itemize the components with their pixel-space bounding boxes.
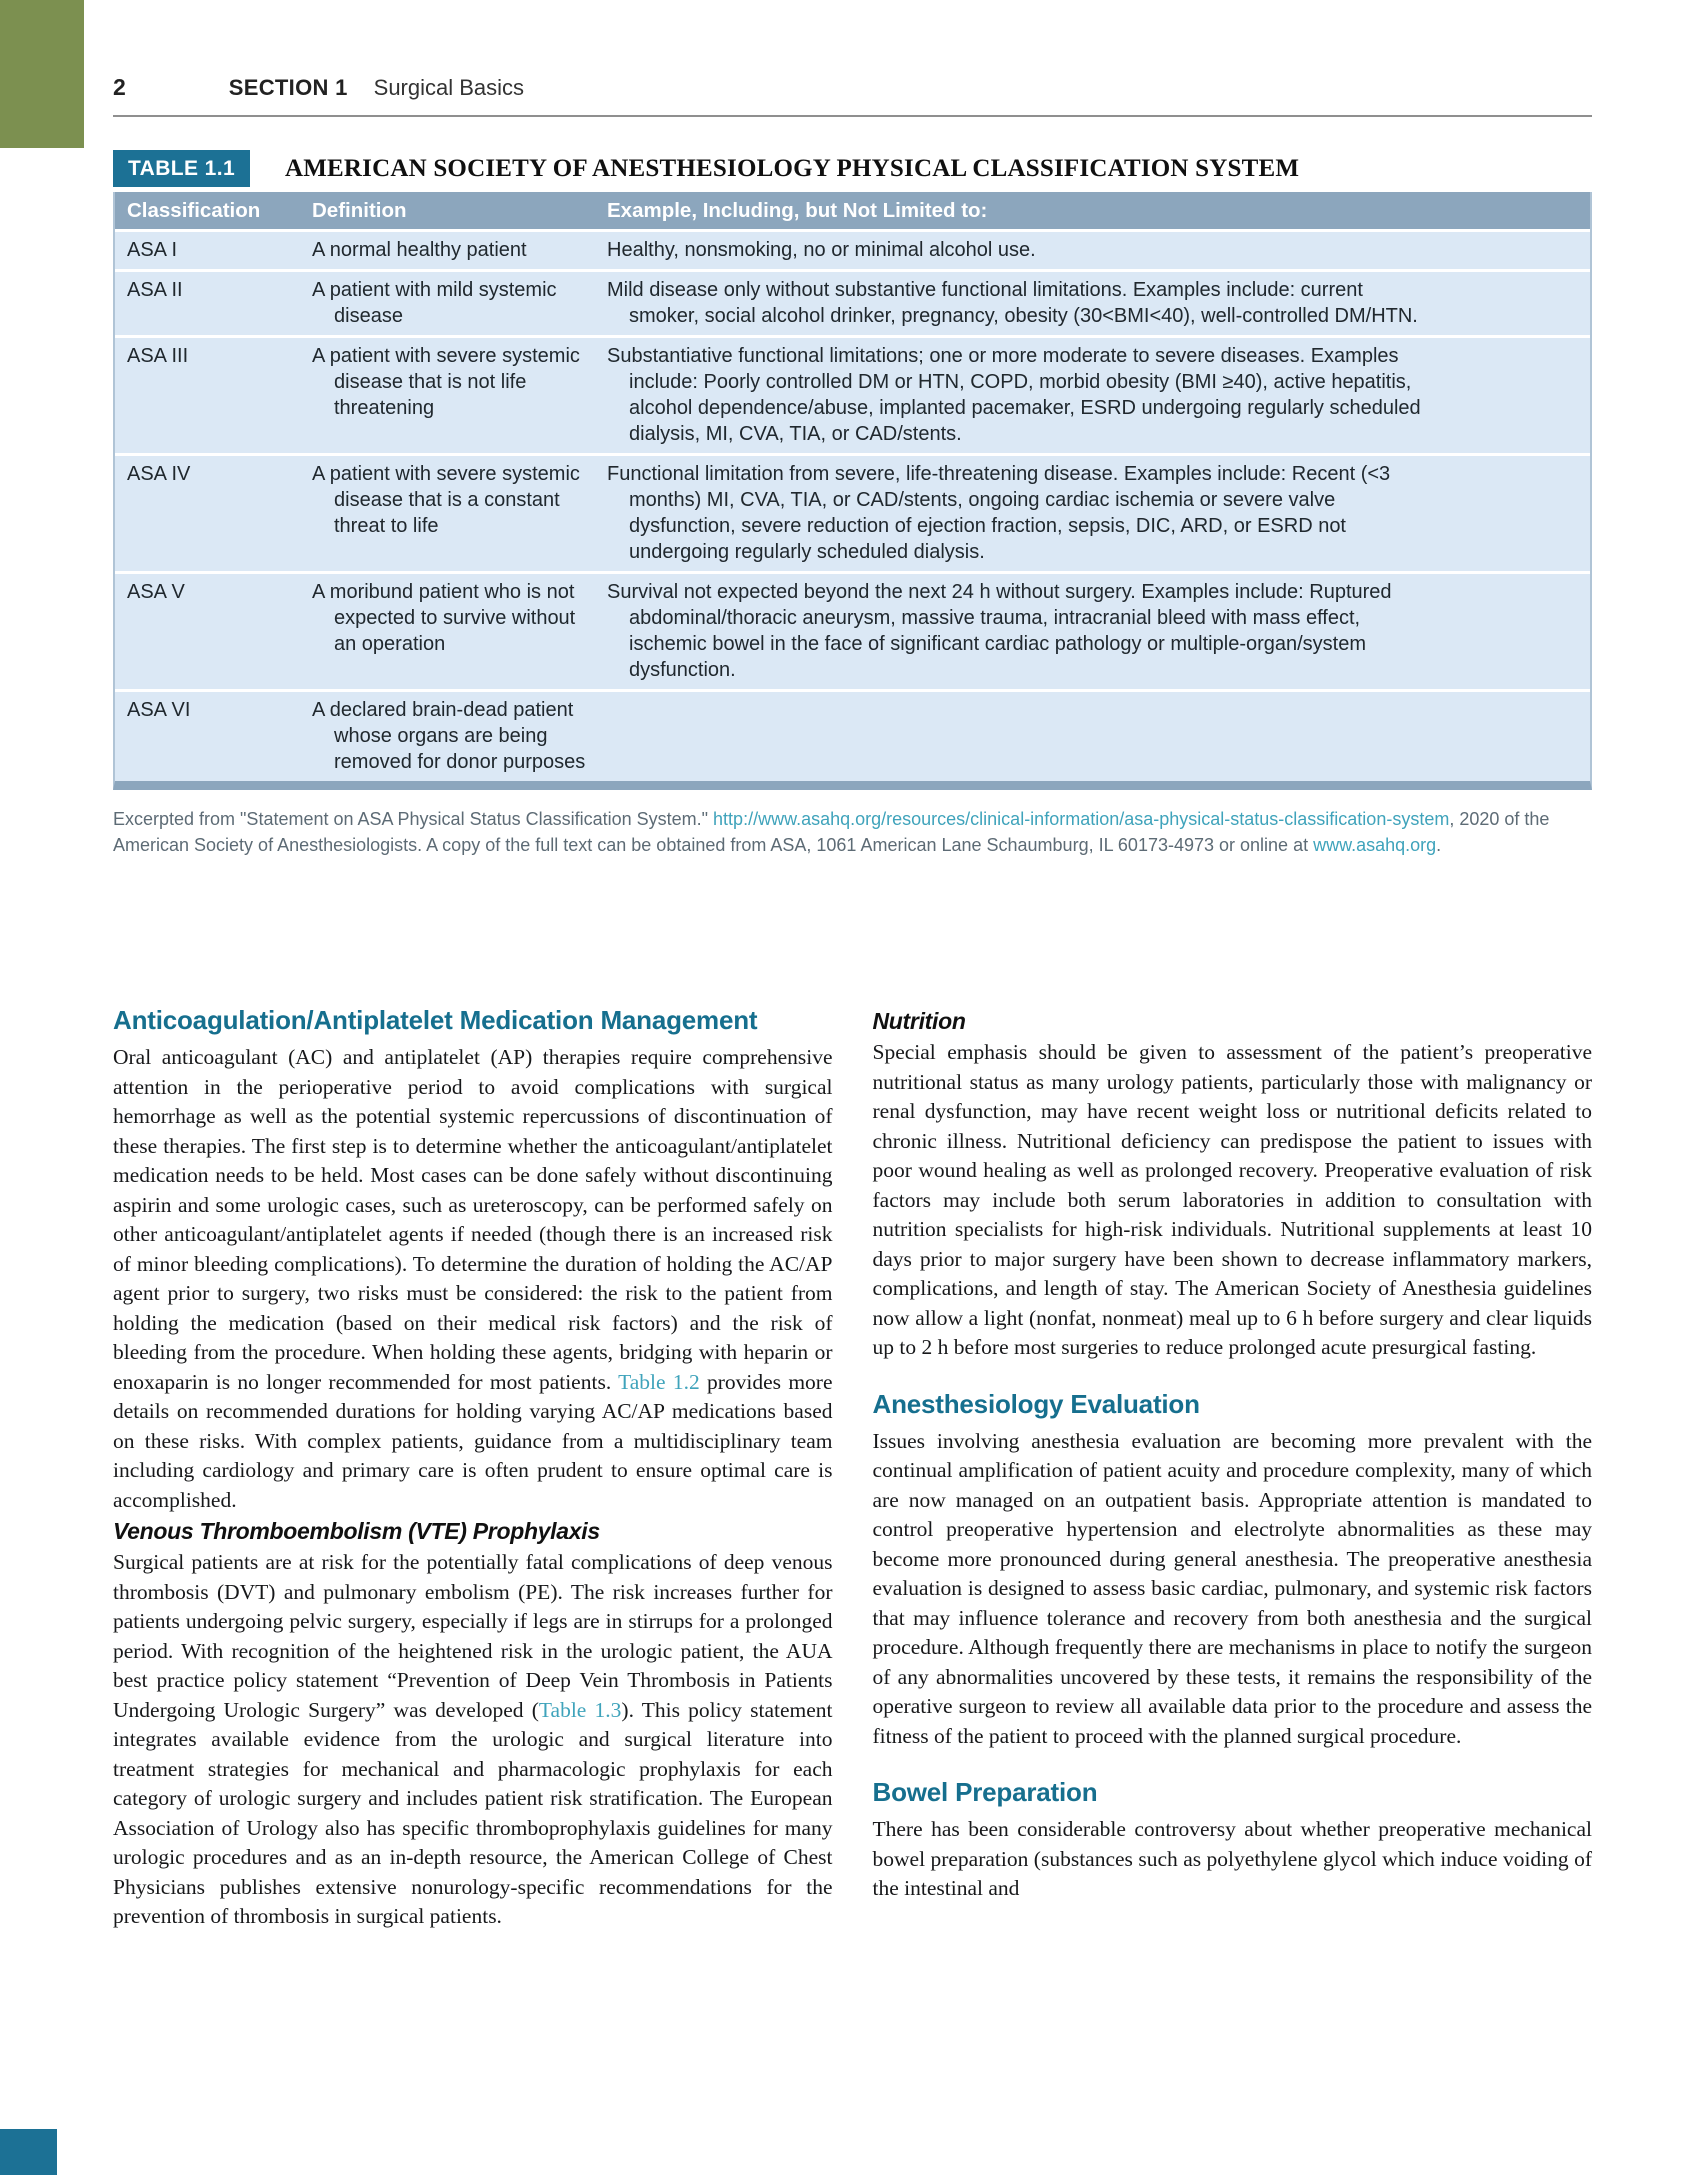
table-label: TABLE 1.1: [113, 150, 250, 187]
running-header: [113, 74, 1592, 117]
cell-definition: A patient with severe systemic disease that is not life threatening: [312, 345, 580, 419]
link-table-1-3[interactable]: Table 1.3: [538, 1697, 622, 1722]
cell-classification: ASA II: [127, 279, 183, 301]
link-table-1-2[interactable]: Table 1.2: [618, 1369, 700, 1394]
heading-bowel-preparation: Bowel Preparation: [872, 1777, 1098, 1807]
column-header-classification: Classification: [127, 199, 261, 222]
heading-anticoagulation: Anticoagulation/Antiplatelet Medication Management: [113, 1005, 758, 1035]
table-row-asa-2: [115, 272, 1590, 335]
caption-asahq-link[interactable]: www.asahq.org: [1313, 834, 1437, 855]
subheading-nutrition: Nutrition: [872, 1008, 966, 1034]
cell-definition: A normal healthy patient: [312, 239, 527, 261]
paragraph-text: ). This policy statement integrates available evidence from the urologic and surgical literature into treatment strategies for mechanical and pharmacologic prophylaxis for each category of urologic surgery and includes patient risk stratification. The European Association of Urology also has specific thromboprophylaxis guidelines for many urologic procedures and as an in-depth resource, the American College of Chest Physicians publishes extensive nonurology-specific recommendations for the prevention of thrombosis in surgical patients.: [113, 1697, 833, 1928]
cell-definition: A declared brain-dead patient whose organs are being removed for donor purposes: [312, 699, 586, 773]
cell-definition: A moribund patient who is not expected to survive without an operation: [312, 581, 576, 655]
section-title: Surgical Basics: [373, 75, 525, 100]
table-row-asa-3: [115, 338, 1590, 453]
paragraph-bowel-preparation: There has been considerable controversy about whether preoperative mechanical bowel preparation (substances such as polyethylene glycol which induce voiding of the intestinal and: [872, 1817, 1592, 1900]
heading-anesthesiology-evaluation: Anesthesiology Evaluation: [872, 1388, 1200, 1419]
body-text-columns: [113, 1005, 1592, 1932]
page-number: 2: [113, 74, 126, 100]
table-caption: [113, 807, 1592, 858]
table-row-asa-1: [115, 232, 1590, 269]
green-corner-block: [0, 0, 84, 148]
cell-example: Functional limitation from severe, life-threatening disease. Examples include: Recent (<3 months) MI, CVA, TIA, or CAD/stents, ongoing cardiac ischemia or severe valve dysfunction, severe reduction of ejection fraction, sepsis, DIC, ARD, or ESRD not undergoing regularly scheduled dialysis.: [607, 463, 1391, 563]
cell-classification: ASA V: [127, 581, 185, 603]
cell-definition: A patient with severe systemic disease that is a constant threat to life: [312, 463, 580, 537]
cell-example: Survival not expected beyond the next 24 h without surgery. Examples include: Ruptured abdominal/thoracic aneurysm, massive trauma, intracranial bleed with mass effect, ischemic bowel in the face of significant cardiac pathology or multiple-organ/system dysfunction.: [607, 581, 1392, 681]
caption-text: .: [1436, 834, 1442, 855]
caption-text: Excerpted from "Statement on ASA Physical Status Classification System.": [113, 809, 714, 829]
caption-url-link[interactable]: http://www.asahq.org/resources/clinical-information/asa-physical-status-classification-system: [713, 809, 1450, 829]
subheading-vte-prophylaxis: Venous Thromboembolism (VTE) Prophylaxis: [113, 1518, 600, 1544]
paragraph-vte: [113, 1548, 833, 1932]
column-header-example: Example, Including, but Not Limited to:: [607, 199, 988, 222]
table-row-asa-4: [115, 456, 1590, 571]
paragraph-text: Surgical patients are at risk for the potentially fatal complications of deep venous thrombosis (DVT) and pulmonary embolism (PE). The risk increases further for patients undergoing pelvic surgery, especially if legs are in stirrups for a prolonged period. With recognition of the heightened risk in the urologic patient, the AUA best practice policy statement “Prevention of Deep Vein Thrombosis in Patients Undergoing Urologic Surgery” was developed (: [113, 1550, 833, 1722]
cell-definition: A patient with mild systemic disease: [312, 279, 557, 327]
asa-table: [113, 192, 1592, 790]
teal-corner-block: [0, 2129, 57, 2175]
cell-classification: ASA I: [127, 239, 178, 261]
right-column: [873, 1005, 1593, 1932]
cell-classification: ASA III: [127, 345, 189, 367]
left-column: [113, 1005, 833, 1932]
cell-example: Healthy, nonsmoking, no or minimal alcohol use.: [607, 239, 1036, 261]
table-header-row: [115, 192, 1590, 229]
column-header-definition: Definition: [312, 199, 407, 222]
cell-example: Mild disease only without substantive functional limitations. Examples include: current smoker, social alcohol drinker, pregnancy, obesity (30<BMI<40), well-controlled DM/HTN.: [607, 279, 1418, 327]
paragraph-nutrition: Special emphasis should be given to assessment of the patient’s preoperative nutritional status as many urology patients, particularly those with malignancy or renal dysfunction, may have recent weight loss or nutritional deficits related to chronic illness. Nutritional deficiency can predispose the patient to issues with poor wound healing as well as prolonged recovery. Preoperative evaluation of risk factors may include both serum laboratories in addition to consultation with nutrition specialists for high-risk individuals. Nutritional supplements at least 10 days prior to major surgery have been shown to decrease inflammatory markers, complications, and length of stay. The American Society of Anesthesia guidelines now allow a light (nonfat, nonmeat) meal up to 6 h before surgery and clear liquids up to 2 h before most surgeries to reduce prolonged acute presurgical fasting.: [872, 1040, 1592, 1359]
table-title-row: [113, 150, 1592, 187]
cell-classification: ASA IV: [127, 463, 191, 485]
asa-table-block: [113, 150, 1592, 858]
paragraph-anticoagulation: [113, 1043, 833, 1515]
table-title: AMERICAN SOCIETY OF ANESTHESIOLOGY PHYSICAL CLASSIFICATION SYSTEM: [285, 154, 1300, 182]
table-row-asa-6: [115, 692, 1590, 781]
cell-example: [595, 692, 1590, 781]
paragraph-text: provides more details on recommended durations for holding varying AC/AP medications based on these risks. With complex patients, guidance from a multidisciplinary team including cardiology and primary care is often prudent to ensure optimal care is accomplished.: [113, 1369, 833, 1512]
cell-example: Substantiative functional limitations; one or more moderate to severe diseases. Examples include: Poorly controlled DM or HTN, COPD, morbid obesity (BMI ≥40), active hepatitis, alcohol dependence/abuse, implanted pacemaker, ESRD undergoing regularly scheduled dialysis, MI, CVA, TIA, or CAD/stents.: [607, 345, 1421, 445]
paragraph-anesthesiology: Issues involving anesthesia evaluation are becoming more prevalent with the continual amplification of patient acuity and procedure complexity, many of which are now managed on an outpatient basis. Appropriate attention is mandated to control preoperative hypertension and electrolyte abnormalities as these may become more pronounced during general anesthesia. The preoperative anesthesia evaluation is designed to assess basic cardiac, pulmonary, and systemic risk factors that may influence tolerance and recovery from both anesthesia and the surgical procedure. Although frequently there are mechanisms in place to notify the surgeon of any abnormalities uncovered by these tests, it remains the responsibility of the operative surgeon to review all available data prior to the procedure and assess the fitness of the patient to proceed with the planned surgical procedure.: [872, 1428, 1592, 1748]
caption-text: , 2020 of the American Society of Anesthesiologists. A copy of the full text can be obtained from ASA, 1061 American Lane Schaumburg, IL 60173-4973 or online at: [113, 809, 1550, 855]
paragraph-text: Oral anticoagulant (AC) and antiplatelet (AP) therapies require comprehensive attention in the perioperative period to avoid complications with surgical hemorrhage as well as the potential systemic repercussions of discontinuation of these therapies. The first step is to determine whether the anticoagulant/antiplatelet medication needs to be held. Most cases can be done safely without discontinuing aspirin and some urologic cases, such as ureteroscopy, can be performed safely on other anticoagulant/antiplatelet agents if needed (though there is an increased risk of minor bleeding complications). To determine the duration of holding the AC/AP agent prior to surgery, two risks must be considered: the risk to the patient from holding the medication (based on their medical risk factors) and the risk of bleeding from the procedure. When holding these agents, bridging with heparin or enoxaparin is no longer recommended for most patients.: [113, 1045, 833, 1394]
cell-classification: ASA VI: [127, 699, 191, 721]
section-label: SECTION 1: [228, 75, 348, 100]
table-row-asa-5: [115, 574, 1590, 689]
